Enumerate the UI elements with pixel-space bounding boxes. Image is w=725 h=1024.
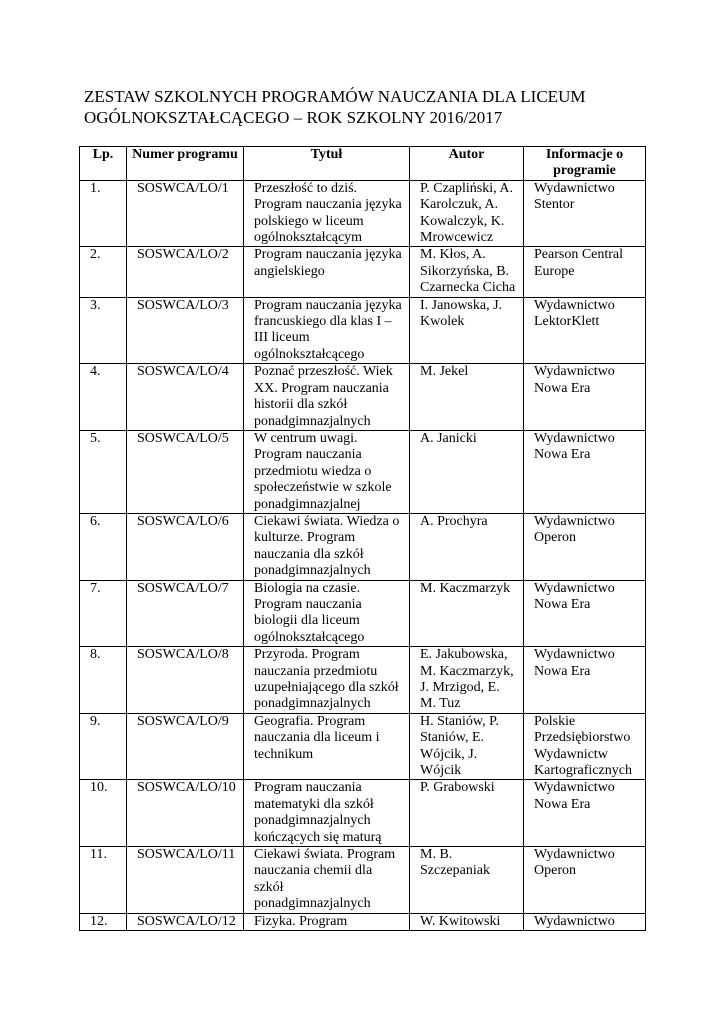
cell-program-number: SOSWCA/LO/6 [127, 513, 244, 580]
table-row [80, 647, 646, 714]
cell-author: I. Janowska, J. Kwolek [410, 297, 524, 364]
cell-author: P. Czapliński, A. Karolczuk, A. Kowalczyk, K. Mrowcewicz [410, 180, 524, 247]
cell-info: Wydawnictwo Nowa Era [524, 364, 646, 431]
cell-program-number: SOSWCA/LO/1 [127, 180, 244, 247]
cell-info: Polskie Przedsiębiorstwo Wydawnictw Kartograficznych [524, 713, 646, 780]
header-info: Informacje o programie [524, 147, 646, 181]
cell-info: Wydawnictwo Nowa Era [524, 430, 646, 513]
cell-title: Przyroda. Program nauczania przedmiotu uzupełniającego dla szkół ponadgimnazjalnych [244, 647, 410, 714]
table-row [80, 780, 646, 847]
cell-author: A. Janicki [410, 430, 524, 513]
cell-lp: 9. [80, 713, 127, 780]
cell-author: A. Prochyra [410, 513, 524, 580]
programs-table [79, 146, 646, 931]
cell-info: Wydawnictwo [524, 913, 646, 930]
cell-title: W centrum uwagi. Program nauczania przedmiotu wiedza o społeczeństwie w szkole ponadgimnazjalnej [244, 430, 410, 513]
table-row [80, 297, 646, 364]
cell-program-number: SOSWCA/LO/3 [127, 297, 244, 364]
table-row [80, 364, 646, 431]
cell-author: W. Kwitowski [410, 913, 524, 930]
cell-lp: 11. [80, 847, 127, 914]
title-line-2: OGÓLNOKSZTAŁCĄCEGO – ROK SZKOLNY 2016/2017 [84, 108, 503, 127]
table-row [80, 247, 646, 297]
cell-author: P. Grabowski [410, 780, 524, 847]
cell-title: Przeszłość to dziś. Program nauczania języka polskiego w liceum ogólnokształcącym [244, 180, 410, 247]
cell-program-number: SOSWCA/LO/8 [127, 647, 244, 714]
cell-title: Poznać przeszłość. Wiek XX. Program nauczania historii dla szkół ponadgimnazjalnych [244, 364, 410, 431]
cell-title: Program nauczania języka francuskiego dla klas I – III liceum ogólnokształcącego [244, 297, 410, 364]
cell-title: Fizyka. Program [244, 913, 410, 930]
cell-lp: 1. [80, 180, 127, 247]
cell-lp: 8. [80, 647, 127, 714]
cell-info: Wydawnictwo Operon [524, 847, 646, 914]
header-numer: Numer programu [127, 147, 244, 181]
cell-title: Ciekawi świata. Program nauczania chemii dla szkół ponadgimnazjalnych [244, 847, 410, 914]
table-row [80, 713, 646, 780]
cell-info: Wydawnictwo Nowa Era [524, 780, 646, 847]
cell-program-number: SOSWCA/LO/9 [127, 713, 244, 780]
header-tytul: Tytuł [244, 147, 410, 181]
cell-lp: 6. [80, 513, 127, 580]
table-row [80, 513, 646, 580]
table-header-row [80, 147, 646, 181]
cell-author: M. B. Szczepaniak [410, 847, 524, 914]
cell-program-number: SOSWCA/LO/2 [127, 247, 244, 297]
cell-program-number: SOSWCA/LO/10 [127, 780, 244, 847]
cell-lp: 3. [80, 297, 127, 364]
cell-program-number: SOSWCA/LO/12 [127, 913, 244, 930]
header-lp: Lp. [80, 147, 127, 181]
document-title [84, 86, 684, 128]
table-row [80, 847, 646, 914]
cell-program-number: SOSWCA/LO/5 [127, 430, 244, 513]
cell-title: Biologia na czasie. Program nauczania biologii dla liceum ogólnokształcącego [244, 580, 410, 647]
cell-info: Wydawnictwo Nowa Era [524, 580, 646, 647]
cell-author: H. Staniów, P. Staniów, E. Wójcik, J. Wójcik [410, 713, 524, 780]
cell-author: E. Jakubowska, M. Kaczmarzyk, J. Mrzigod, E. M. Tuz [410, 647, 524, 714]
table-row [80, 180, 646, 247]
cell-lp: 4. [80, 364, 127, 431]
cell-lp: 2. [80, 247, 127, 297]
cell-title: Geografia. Program nauczania dla liceum i technikum [244, 713, 410, 780]
cell-lp: 12. [80, 913, 127, 930]
cell-lp: 10. [80, 780, 127, 847]
table-row [80, 430, 646, 513]
cell-author: M. Kaczmarzyk [410, 580, 524, 647]
cell-title: Ciekawi świata. Wiedza o kulturze. Program nauczania dla szkół ponadgimnazjalnych [244, 513, 410, 580]
table-row [80, 913, 646, 930]
header-autor: Autor [410, 147, 524, 181]
cell-info: Pearson Central Europe [524, 247, 646, 297]
cell-author: M. Kłos, A. Sikorzyńska, B. Czarnecka Cicha [410, 247, 524, 297]
cell-title: Program nauczania matematyki dla szkół ponadgimnazjalnych kończących się maturą [244, 780, 410, 847]
title-line-1: ZESTAW SZKOLNYCH PROGRAMÓW NAUCZANIA DLA LICEUM [84, 87, 586, 106]
cell-lp: 7. [80, 580, 127, 647]
cell-program-number: SOSWCA/LO/11 [127, 847, 244, 914]
cell-program-number: SOSWCA/LO/7 [127, 580, 244, 647]
cell-author: M. Jekel [410, 364, 524, 431]
cell-info: Wydawnictwo Stentor [524, 180, 646, 247]
cell-info: Wydawnictwo Operon [524, 513, 646, 580]
cell-lp: 5. [80, 430, 127, 513]
table-row [80, 580, 646, 647]
cell-info: Wydawnictwo Nowa Era [524, 647, 646, 714]
cell-info: Wydawnictwo LektorKlett [524, 297, 646, 364]
cell-program-number: SOSWCA/LO/4 [127, 364, 244, 431]
cell-title: Program nauczania języka angielskiego [244, 247, 410, 297]
